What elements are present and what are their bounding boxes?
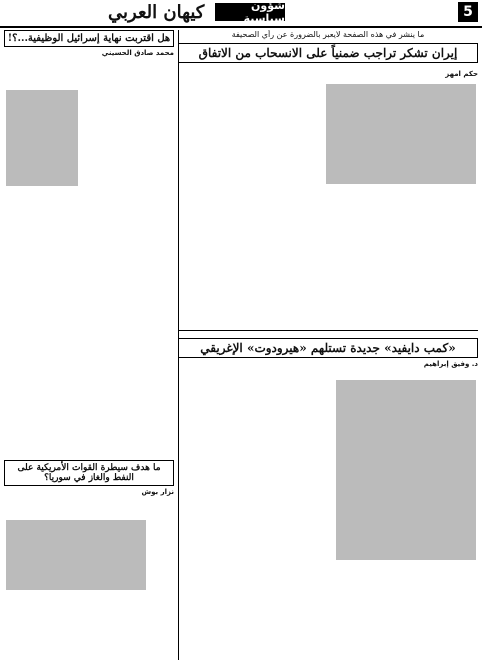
middle-article-title-box bbox=[178, 338, 478, 368]
section-label: شؤون سياسية bbox=[215, 3, 285, 21]
bottom-left-author: نزار بوش bbox=[141, 488, 174, 496]
right-article-title-box bbox=[178, 30, 478, 68]
divider bbox=[178, 330, 478, 331]
right-article-author: حكم امهز bbox=[445, 70, 478, 78]
right-article-note: ما ينشر في هذه الصفحة لايعبر بالضرورة عن رأي الصحيفة bbox=[231, 30, 425, 39]
left-article-title: هل اقتربت نهاية إسرائيل الوظيفية...؟! bbox=[4, 30, 174, 47]
bottom-left-title-box bbox=[4, 460, 174, 496]
ship-photo bbox=[336, 380, 476, 560]
middle-article-title: «كمب دايفيد» جديدة تستلهم «هيرودوت» الإغريقي bbox=[178, 338, 478, 358]
meeting-photo bbox=[326, 84, 476, 184]
left-article-title-box bbox=[4, 30, 174, 57]
masthead: كيهان العربي bbox=[108, 2, 205, 23]
right-article-title: إيران تشكر تراجب ضمنياً على الانسحاب من الاتفاق bbox=[178, 43, 478, 63]
page-header bbox=[0, 0, 482, 28]
bottom-left-title: ما هدف سيطرة القوات الأمريكية على النفط والغاز في سوريا؟ bbox=[4, 460, 174, 486]
column-divider bbox=[178, 30, 179, 660]
middle-article-author: د. وفيق إبراهيم bbox=[423, 360, 478, 368]
left-article-author: محمد صادق الحسيني bbox=[101, 49, 174, 57]
portrait-photo bbox=[6, 90, 78, 186]
page-number: 5 bbox=[458, 2, 478, 22]
convoy-photo bbox=[6, 520, 146, 590]
